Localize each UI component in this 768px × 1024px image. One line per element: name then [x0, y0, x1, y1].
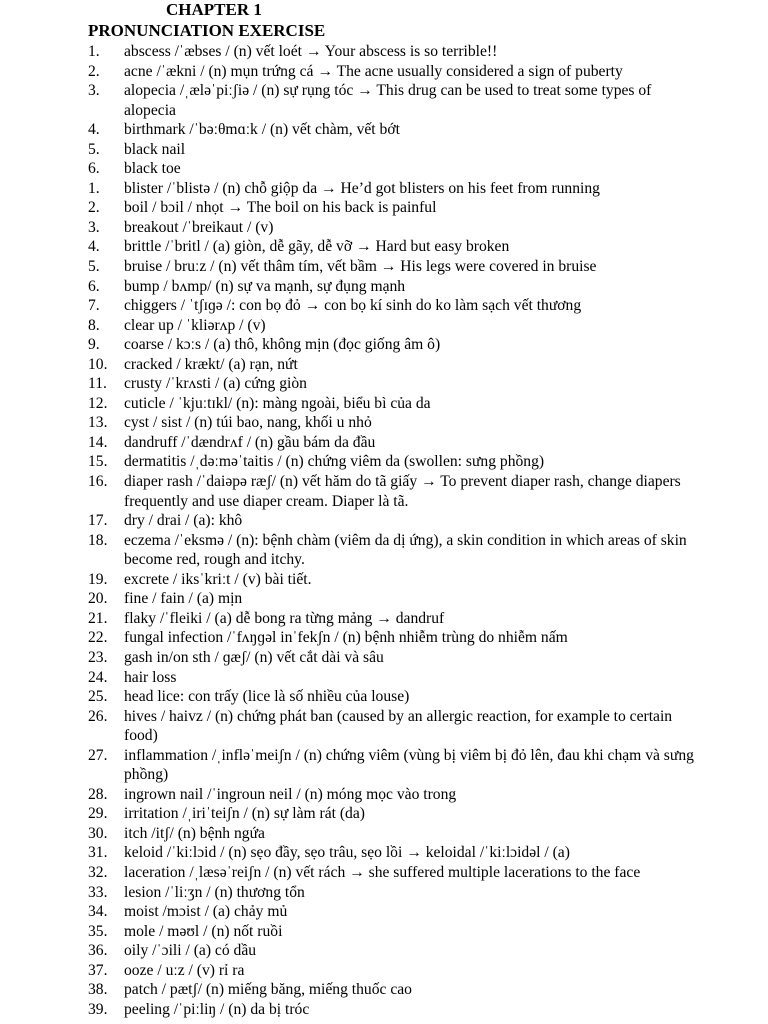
entry-number: 7.: [88, 297, 100, 315]
vocab-entry: [0, 413, 768, 433]
entry-text: excrete / iksˈkriːt / (v) bài tiết.: [124, 570, 312, 588]
vocab-entry: [0, 843, 768, 863]
vocab-entry: [0, 335, 768, 355]
vocab-entry: [0, 1000, 768, 1020]
entry-text: boil / bɔil / nhọt → The boil on his back is painful: [124, 199, 437, 217]
entry-text: bruise / bruːz / (n) vết thâm tím, vết bầm → His legs were covered in bruise: [124, 258, 597, 276]
entry-number: 20.: [88, 590, 108, 608]
vocab-entry: [0, 296, 768, 316]
entry-number: 25.: [88, 688, 108, 706]
entry-number: 18.: [88, 531, 108, 549]
entry-text: patch / pætʃ/ (n) miếng băng, miếng thuốc cao: [124, 981, 412, 999]
entry-number: 35.: [88, 922, 108, 940]
vocab-entry: [0, 628, 768, 648]
entry-text: itch /itʃ/ (n) bệnh ngứa: [124, 824, 265, 842]
entry-number: 19.: [88, 570, 108, 588]
entry-text: black toe: [124, 160, 181, 178]
entry-number: 27.: [88, 746, 108, 764]
entry-number: 31.: [88, 844, 108, 862]
entry-text: flaky /ˈfleiki / (a) dễ bong ra từng mảng → dandruf: [124, 609, 445, 627]
entry-text: gash in/on sth / ɡæʃ/ (n) vết cắt dài và sâu: [124, 648, 384, 666]
entry-text: peeling /ˈpiːliŋ / (n) da bị tróc: [124, 1000, 310, 1018]
entry-text: cracked / krækt/ (a) rạn, nứt: [124, 355, 298, 373]
entry-number: 12.: [88, 394, 108, 412]
entry-number: 28.: [88, 785, 108, 803]
entry-text: hair loss: [124, 668, 177, 686]
vocab-entry: [0, 277, 768, 297]
entry-text: clear up / ˈkliərʌp / (v): [124, 316, 266, 334]
chapter-heading: CHAPTER 1: [166, 0, 262, 19]
vocab-entry: [0, 648, 768, 668]
entry-number: 37.: [88, 961, 108, 979]
entry-text: blister /ˈblistə / (n) chỗ giộp da → He’d got blisters on his feet from running: [124, 179, 600, 197]
entry-text: dry / drai / (a): khô: [124, 512, 243, 530]
entry-number: 8.: [88, 316, 100, 334]
vocab-entry: [0, 922, 768, 942]
entry-text: birthmark /ˈbəːθmɑːk / (n) vết chàm, vết bớt: [124, 121, 400, 139]
vocab-entry: [0, 42, 768, 62]
entry-text: oily /ˈɔili / (a) có dầu: [124, 942, 257, 960]
entry-number: 36.: [88, 942, 108, 960]
vocab-entry: [0, 120, 768, 140]
entry-text: fungal infection /ˈfʌŋɡəl inˈfekʃn / (n) bệnh nhiễm trùng do nhiễm nấm: [124, 629, 568, 647]
entry-number: 6.: [88, 160, 100, 178]
vocab-entry: [0, 804, 768, 824]
vocab-entry: [0, 179, 768, 199]
vocab-entry: [0, 237, 768, 257]
entry-text: eczema /ˈeksmə / (n): bệnh chàm (viêm da dị ứng), a skin condition in which areas of skin become red, rough and itchy.: [124, 531, 687, 569]
vocab-entry: [0, 472, 768, 511]
entry-text: abscess /ˈæbses / (n) vết loét → Your abscess is so terrible!!: [124, 43, 498, 60]
entry-number: 21.: [88, 609, 108, 627]
entry-number: 6.: [88, 277, 100, 295]
entry-number: 26.: [88, 707, 108, 725]
entry-number: 1.: [88, 43, 100, 60]
entry-text: bump / bʌmp/ (n) sự va mạnh, sự đụng mạnh: [124, 277, 406, 295]
entry-number: 13.: [88, 414, 108, 432]
vocab-entry: [0, 394, 768, 414]
entry-text: inflammation /ˌinfləˈmeiʃn / (n) chứng viêm (vùng bị viêm bị đỏ lên, đau khi chạm và sưng phồng): [124, 746, 694, 784]
entry-text: black nail: [124, 140, 186, 158]
vocab-entry: [0, 81, 768, 120]
entry-number: 30.: [88, 824, 108, 842]
entry-number: 3.: [88, 218, 100, 236]
entry-text: moist /mɔist / (a) chảy mủ: [124, 903, 288, 921]
vocab-entry: [0, 570, 768, 590]
vocab-entry: [0, 824, 768, 844]
vocab-entry: [0, 257, 768, 277]
vocab-entry: [0, 883, 768, 903]
vocab-entry: [0, 589, 768, 609]
vocab-entry: [0, 902, 768, 922]
vocab-entry: [0, 961, 768, 981]
vocab-entry: [0, 218, 768, 238]
entry-number: 3.: [88, 82, 100, 100]
entry-text: brittle /ˈbritl / (a) giòn, dễ gãy, dễ vỡ → Hard but easy broken: [124, 238, 510, 256]
entry-number: 38.: [88, 981, 108, 999]
entry-number: 23.: [88, 648, 108, 666]
entry-number: 39.: [88, 1000, 108, 1018]
vocab-entry: [0, 687, 768, 707]
vocab-entry: [0, 941, 768, 961]
vocab-entry: [0, 785, 768, 805]
entry-number: 1.: [88, 179, 100, 197]
entry-text: cyst / sist / (n) túi bao, nang, khối u nhỏ: [124, 414, 372, 432]
vocab-entry: [0, 433, 768, 453]
vocab-entry: [0, 62, 768, 82]
vocab-entry: [0, 707, 768, 746]
entry-text: ingrown nail /ˈingroun neil / (n) móng mọc vào trong: [124, 785, 457, 803]
entry-number: 29.: [88, 805, 108, 823]
entry-text: dermatitis /ˌdəːməˈtaitis / (n) chứng viêm da (swollen: sưng phồng): [124, 453, 545, 471]
vocab-entry: [0, 531, 768, 570]
vocabulary-list: [0, 42, 768, 1019]
entry-number: 17.: [88, 512, 108, 530]
entry-number: 4.: [88, 238, 100, 256]
entry-number: 15.: [88, 453, 108, 471]
vocab-entry: [0, 140, 768, 160]
vocab-entry: [0, 159, 768, 179]
entry-text: chiggers / ˈtʃɪɡə /: con bọ đỏ → con bọ kí sinh do ko làm sạch vết thương: [124, 297, 582, 315]
entry-number: 33.: [88, 883, 108, 901]
entry-number: 11.: [88, 375, 107, 393]
entry-text: dandruff /ˈdændrʌf / (n) gầu bám da đầu: [124, 433, 376, 451]
entry-text: crusty /ˈkrʌsti / (a) cứng giòn: [124, 375, 307, 393]
vocab-entry: [0, 355, 768, 375]
entry-text: alopecia /ˌæləˈpiːʃiə / (n) sự rụng tóc → This drug can be used to treat some types of alopecia: [124, 82, 652, 119]
entry-text: acne /ˈækni / (n) mụn trứng cá → The acne usually considered a sign of puberty: [124, 62, 623, 80]
vocab-entry: [0, 980, 768, 1000]
entry-number: 34.: [88, 903, 108, 921]
entry-number: 4.: [88, 121, 100, 139]
entry-text: head lice: con trấy (lice là số nhiều của louse): [124, 688, 410, 706]
entry-number: 9.: [88, 336, 100, 354]
entry-text: fine / fain / (a) mịn: [124, 590, 243, 608]
entry-number: 32.: [88, 863, 108, 881]
entry-text: keloid /ˈkiːlɔid / (n) sẹo đầy, sẹo trâu, sẹo lồi → keloidal /ˈkiːlɔidəl / (a): [124, 844, 570, 862]
vocab-entry: [0, 452, 768, 472]
entry-number: 10.: [88, 355, 108, 373]
entry-text: ooze / uːz / (v) rỉ ra: [124, 961, 245, 979]
entry-number: 22.: [88, 629, 108, 647]
entry-text: breakout /ˈbreikaut / (v): [124, 218, 274, 236]
entry-number: 2.: [88, 62, 100, 80]
entry-text: hives / haivz / (n) chứng phát ban (caused by an allergic reaction, for example to certain food): [124, 707, 673, 745]
entry-number: 16.: [88, 473, 108, 491]
entry-text: coarse / kɔːs / (a) thô, không mịn (đọc giống âm ô): [124, 336, 441, 354]
entry-number: 24.: [88, 668, 108, 686]
entry-text: diaper rash /ˈdaiəpə ræʃ/ (n) vết hăm do tã giấy → To prevent diaper rash, change diapers frequently and use diaper cream. Diaper là tã.: [124, 473, 681, 510]
vocab-entry: [0, 609, 768, 629]
vocab-entry: [0, 746, 768, 785]
entry-text: mole / məʊl / (n) nốt ruồi: [124, 922, 283, 940]
vocab-entry: [0, 374, 768, 394]
vocab-entry: [0, 863, 768, 883]
entry-number: 5.: [88, 258, 100, 276]
vocab-entry: [0, 316, 768, 336]
exercise-title: PRONUNCIATION EXERCISE: [88, 21, 326, 40]
entry-number: 14.: [88, 433, 108, 451]
entry-text: cuticle / ˈkjuːtɪkl/ (n): màng ngoài, biểu bì của da: [124, 394, 431, 412]
entry-number: 2.: [88, 199, 100, 217]
vocab-entry: [0, 668, 768, 688]
entry-text: lesion /ˈliːʒn / (n) thương tổn: [124, 883, 305, 901]
entry-number: 5.: [88, 140, 100, 158]
entry-text: laceration /ˌlæsəˈreiʃn / (n) vết rách → she suffered multiple lacerations to the face: [124, 863, 641, 881]
vocab-entry: [0, 511, 768, 531]
vocab-entry: [0, 198, 768, 218]
entry-text: irritation /ˌiriˈteiʃn / (n) sự làm rát (da): [124, 805, 365, 823]
